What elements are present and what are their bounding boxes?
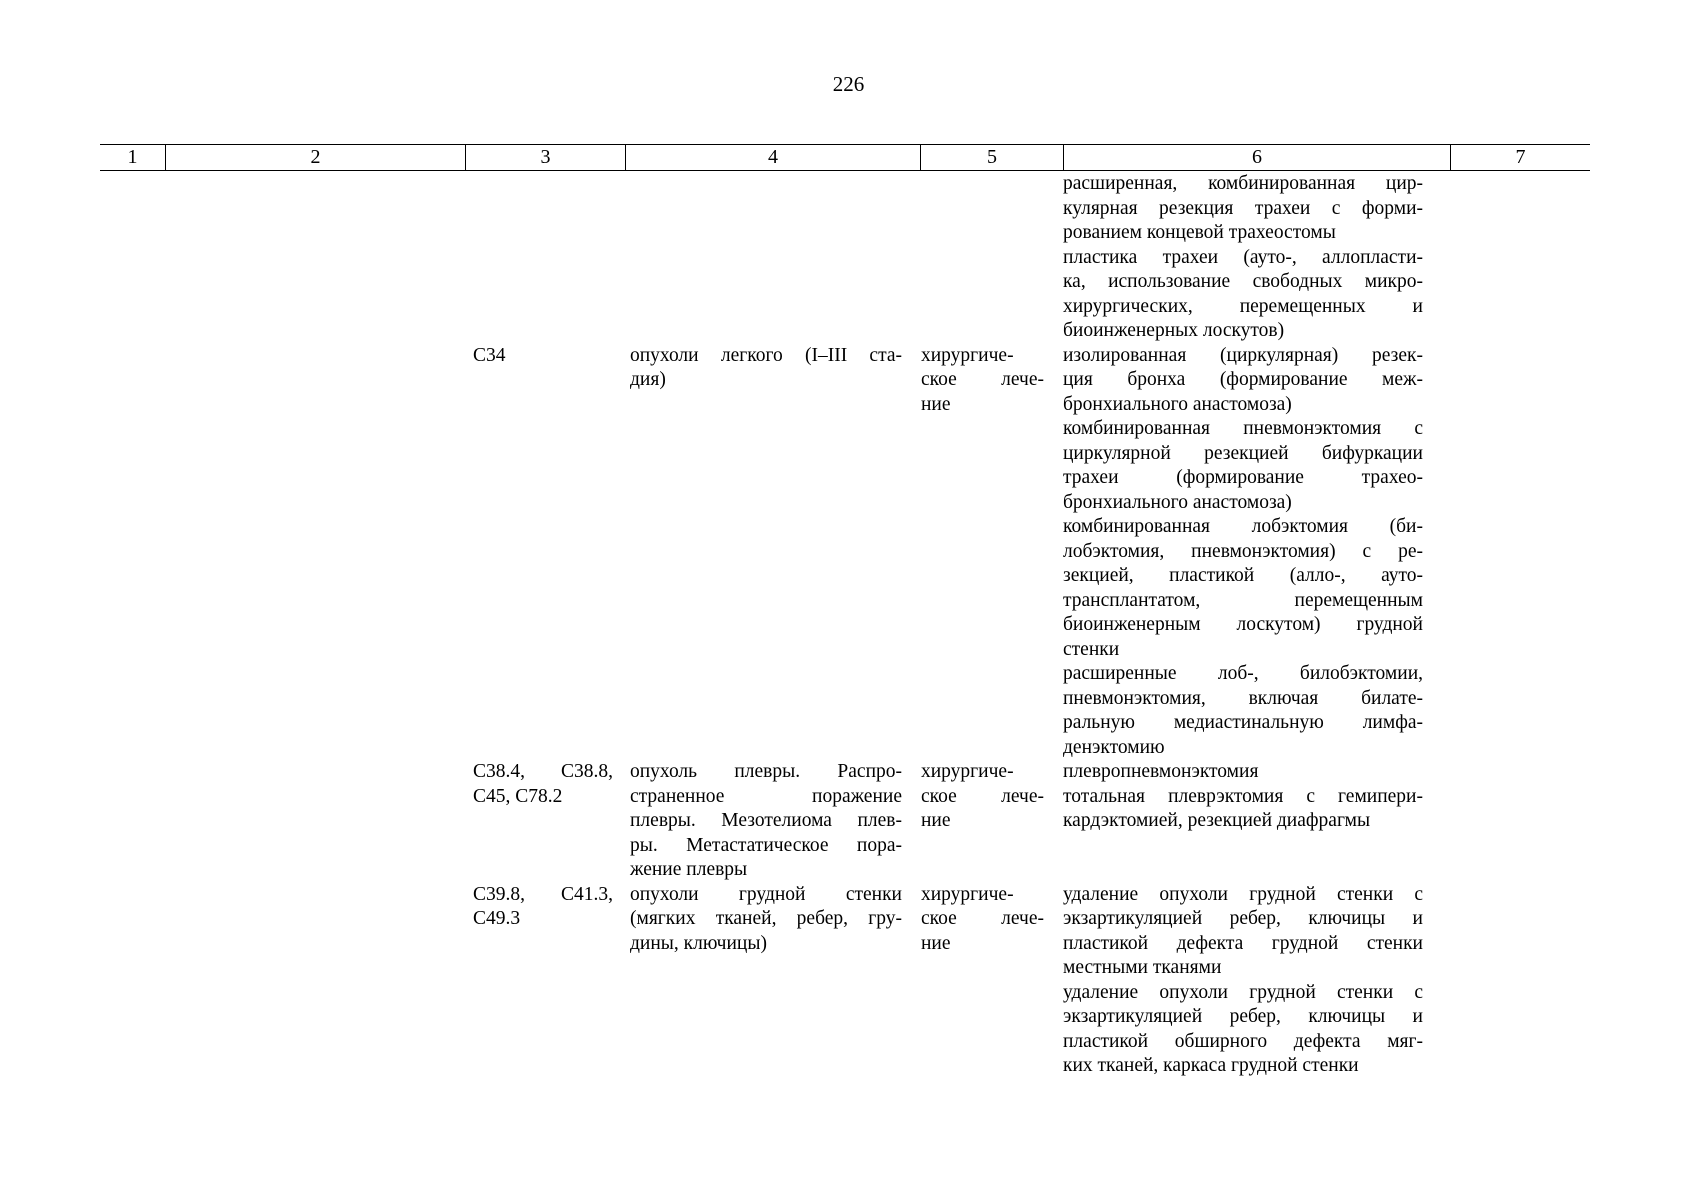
treatment-method-line: ральную медиастинальную лимфа- — [1063, 712, 1423, 733]
diagnosis-line: опухоль плевры. Распро- — [630, 761, 902, 782]
treatment-method-line: комбинированная лобэктомия (би- — [1063, 516, 1423, 537]
diagnosis-line: дины, ключицы) — [630, 932, 767, 954]
icd-code-line: C45, C78.2 — [473, 785, 563, 807]
treatment-method-line: трансплантатом, перемещенным — [1063, 589, 1423, 611]
table-body — [0, 172, 1697, 1079]
treatment-method-line: комбинированная пневмонэктомия с — [1063, 418, 1423, 439]
treatment-method-cell — [1063, 344, 1423, 761]
treatment-method-line: кардэктомией, резекцией диафрагмы — [1063, 810, 1371, 831]
treatment-line: хирургиче- — [921, 344, 1014, 366]
treatment-method-line: биоинженерных лоскутов) — [1063, 320, 1285, 341]
treatment-line: ние — [921, 810, 951, 831]
treatment-method-line: зекцией, пластикой (алло-, ауто- — [1063, 565, 1423, 586]
icd-code-line: C34 — [473, 344, 506, 366]
table-row — [0, 172, 1697, 344]
header-col-5: 5 — [920, 145, 1063, 170]
treatment-type-cell — [921, 760, 1044, 834]
treatment-line: ние — [921, 932, 951, 954]
treatment-line: ние — [921, 393, 951, 415]
icd-code-cell — [473, 883, 613, 932]
treatment-method — [1063, 344, 1423, 418]
treatment-method-line: биоинженерным лоскутом) грудной — [1063, 614, 1423, 635]
treatment-method — [1063, 246, 1423, 344]
treatment-line: ское лече- — [921, 369, 1044, 390]
treatment-method-line: бронхиального анастомоза) — [1063, 393, 1292, 415]
treatment-method-cell — [1063, 172, 1423, 344]
treatment-method-line: стенки — [1063, 638, 1120, 660]
diagnosis-line: ры. Метастатическое пора- — [630, 834, 902, 856]
diagnosis-cell — [630, 883, 902, 957]
treatment-method-line: экзартикуляцией ребер, ключицы и — [1063, 1006, 1423, 1027]
diagnosis-cell — [630, 344, 902, 393]
diagnosis-line: страненное поражение — [630, 785, 902, 807]
treatment-method-line: циркулярной резекцией бифуркации — [1063, 442, 1423, 464]
table-row — [0, 760, 1697, 883]
header-col-3: 3 — [465, 145, 625, 170]
treatment-method-line: лобэктомия, пневмонэктомия) с ре- — [1063, 540, 1423, 562]
treatment-method-line: изолированная (циркулярная) резек- — [1063, 344, 1423, 366]
diagnosis-line: опухоли грудной стенки — [630, 883, 902, 905]
table-header — [100, 144, 1590, 171]
treatment-type-cell — [921, 883, 1044, 957]
diagnosis-cell — [630, 760, 902, 883]
header-col-7: 7 — [1450, 145, 1590, 170]
table-row — [0, 883, 1697, 1079]
treatment-method-line: ка, использование свободных микро- — [1063, 271, 1423, 292]
treatment-method — [1063, 662, 1423, 760]
header-col-6: 6 — [1063, 145, 1450, 170]
header-col-1: 1 — [127, 146, 138, 168]
treatment-method-line: пластикой обширного дефекта мяг- — [1063, 1030, 1423, 1052]
treatment-type-cell — [921, 344, 1044, 418]
treatment-method-line: пластика трахеи (ауто-, аллопласти- — [1063, 246, 1423, 268]
treatment-method — [1063, 883, 1423, 981]
treatment-method-line: рованием концевой трахеостомы — [1063, 222, 1336, 243]
icd-code-line: C38.4, C38.8, — [473, 761, 613, 782]
treatment-line: ское лече- — [921, 785, 1044, 807]
diagnosis-line: опухоли легкого (I–III ста- — [630, 344, 902, 366]
treatment-method-line: удаление опухоли грудной стенки с — [1063, 981, 1423, 1003]
diagnosis-line: (мягких тканей, ребер, гру- — [630, 908, 902, 929]
treatment-method-line: удаление опухоли грудной стенки с — [1063, 883, 1423, 905]
treatment-method-line: плевропневмонэктомия — [1063, 761, 1259, 782]
icd-code-cell — [473, 344, 613, 369]
treatment-method-cell — [1063, 760, 1423, 834]
treatment-method — [1063, 417, 1423, 515]
treatment-method — [1063, 760, 1423, 785]
treatment-line: хирургиче- — [921, 761, 1014, 782]
treatment-method-line: трахеи (формирование трахео- — [1063, 467, 1423, 488]
icd-code-line: C49.3 — [473, 908, 521, 929]
treatment-method-line: пластикой дефекта грудной стенки — [1063, 932, 1423, 954]
header-col-2: 2 — [165, 145, 465, 170]
header-col-4: 4 — [625, 145, 920, 170]
treatment-method-line: местными тканями — [1063, 957, 1222, 978]
page-number: 226 — [832, 72, 865, 96]
treatment-method-line: ция бронха (формирование меж- — [1063, 369, 1423, 390]
treatment-method-line: бронхиального анастомоза) — [1063, 491, 1292, 513]
icd-code-cell — [473, 760, 613, 809]
treatment-method-line: пневмонэктомия, включая билате- — [1063, 687, 1423, 709]
treatment-line: хирургиче- — [921, 883, 1014, 905]
treatment-method-line: расширенная, комбинированная цир- — [1063, 173, 1423, 194]
treatment-method — [1063, 515, 1423, 662]
treatment-method — [1063, 981, 1423, 1079]
diagnosis-line: жение плевры — [630, 859, 748, 880]
treatment-method — [1063, 172, 1423, 246]
treatment-method-line: расширенные лоб-, билобэктомии, — [1063, 663, 1423, 684]
treatment-method — [1063, 785, 1423, 834]
treatment-method-line: денэктомию — [1063, 736, 1165, 758]
diagnosis-line: дия) — [630, 369, 666, 390]
treatment-method-line: ких тканей, каркаса грудной стенки — [1063, 1055, 1359, 1076]
treatment-method-line: хирургических, перемещенных и — [1063, 295, 1423, 317]
icd-code-line: C39.8, C41.3, — [473, 883, 613, 905]
treatment-method-line: кулярная резекция трахеи с форми- — [1063, 197, 1423, 219]
treatment-method-line: тотальная плеврэктомия с гемипери- — [1063, 785, 1423, 807]
treatment-method-cell — [1063, 883, 1423, 1079]
table-row — [0, 344, 1697, 761]
diagnosis-line: плевры. Мезотелиома плев- — [630, 810, 902, 831]
treatment-method-line: экзартикуляцией ребер, ключицы и — [1063, 908, 1423, 929]
treatment-line: ское лече- — [921, 908, 1044, 929]
